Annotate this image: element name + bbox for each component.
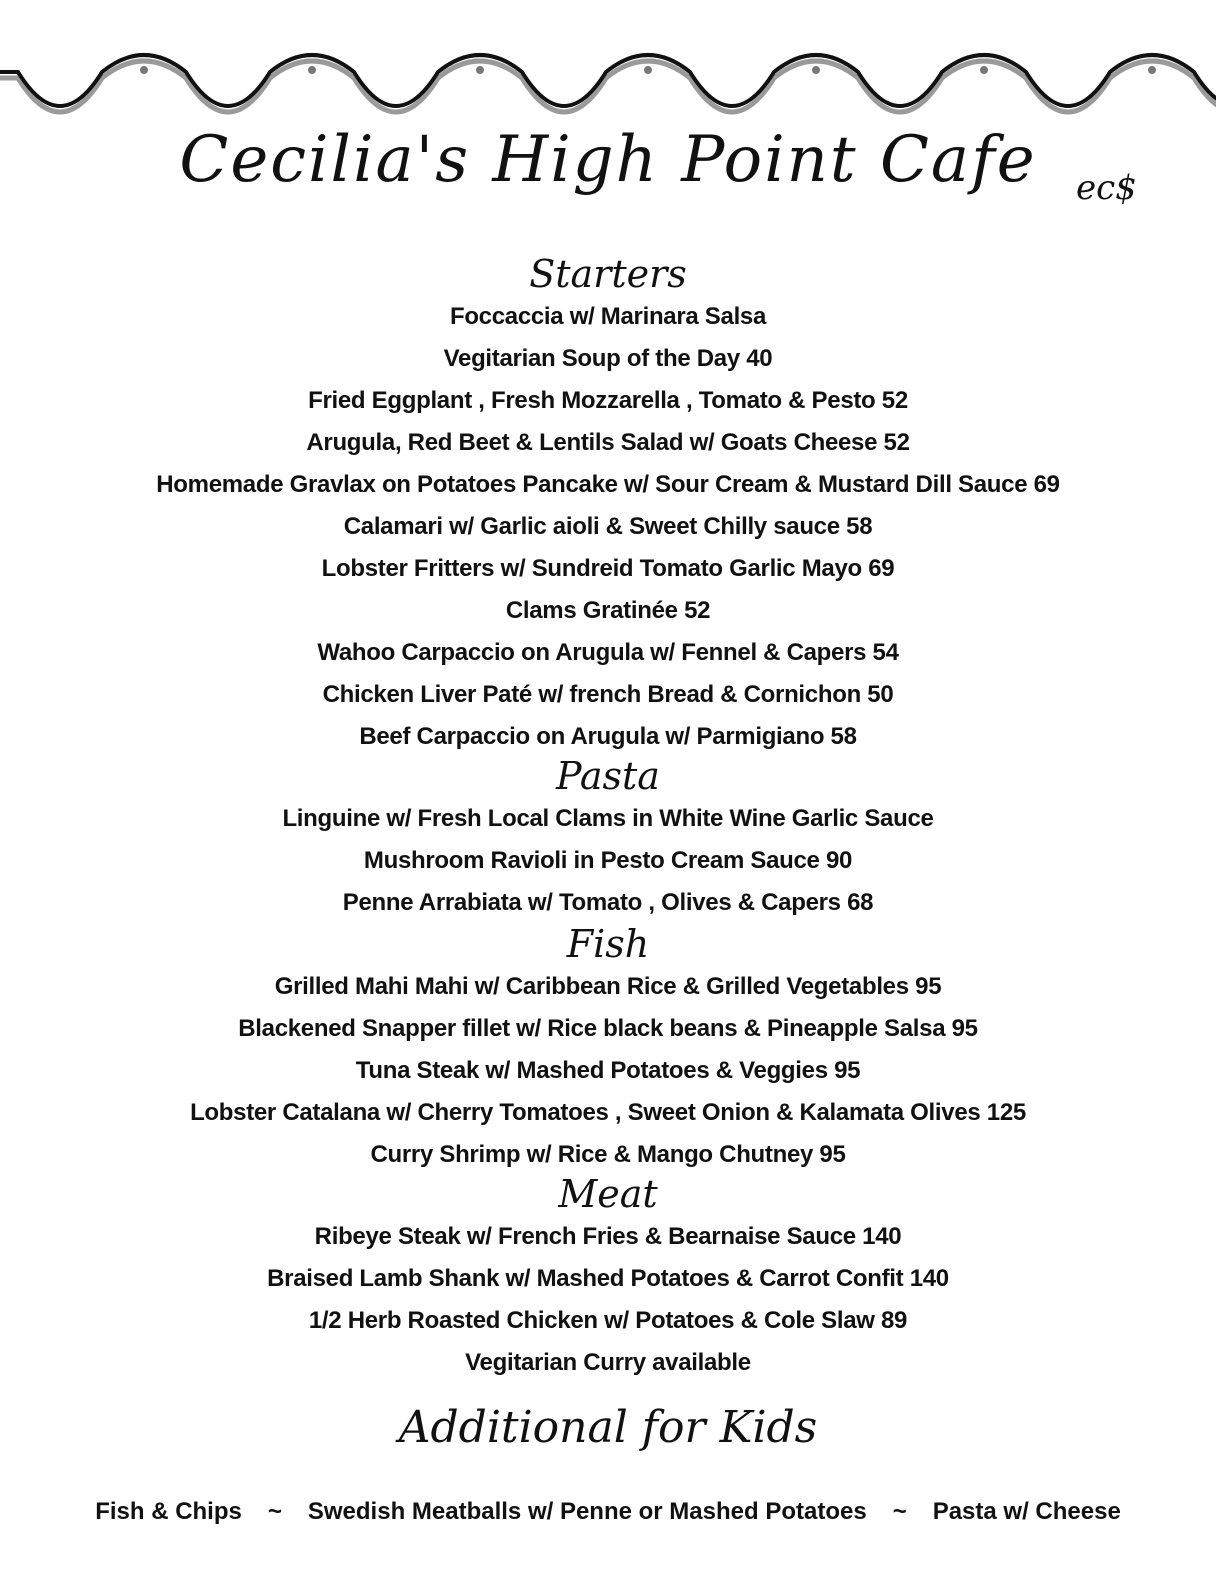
menu-item: Calamari w/ Garlic aioli & Sweet Chilly sauce 58 bbox=[343, 513, 873, 540]
menu-item: 1/2 Herb Roasted Chicken w/ Potatoes & Cole Slaw 89 bbox=[308, 1307, 908, 1334]
menu-item: Beef Carpaccio on Arugula w/ Parmigiano 58 bbox=[359, 723, 857, 750]
section-heading: Starters bbox=[529, 252, 687, 296]
menu-item: Clams Gratinée 52 bbox=[505, 597, 711, 624]
border-dot bbox=[812, 66, 820, 74]
section-heading: Pasta bbox=[556, 754, 660, 798]
border-line bbox=[0, 55, 1216, 106]
kids-menu-row bbox=[0, 1498, 1216, 1526]
section-starters bbox=[0, 252, 1216, 758]
menu-item: Lobster Fritters w/ Sundreid Tomato Garlic Mayo 69 bbox=[321, 555, 895, 582]
separator-tilde: ~ bbox=[892, 1498, 907, 1525]
kids-item: Swedish Meatballs w/ Penne or Mashed Potatoes bbox=[307, 1498, 867, 1525]
menu-item: Curry Shrimp w/ Rice & Mango Chutney 95 bbox=[370, 1141, 846, 1168]
menu-item: Vegitarian Soup of the Day 40 bbox=[443, 345, 773, 372]
kids-heading: Additional for Kids bbox=[398, 1402, 818, 1453]
menu-item: Blackened Snapper fillet w/ Rice black beans & Pineapple Salsa 95 bbox=[238, 1015, 978, 1042]
menu-item: Penne Arrabiata w/ Tomato , Olives & Capers 68 bbox=[342, 889, 874, 916]
separator-tilde: ~ bbox=[267, 1498, 282, 1525]
border-dot bbox=[308, 66, 316, 74]
kids-item: Fish & Chips bbox=[95, 1498, 242, 1525]
menu-item: Wahoo Carpaccio on Arugula w/ Fennel & Capers 54 bbox=[317, 639, 899, 666]
section-fish bbox=[0, 922, 1216, 1176]
menu-item: Tuna Steak w/ Mashed Potatoes & Veggies 95 bbox=[355, 1057, 861, 1084]
currency-label: ec$ bbox=[1076, 168, 1137, 208]
menu-item: Mushroom Ravioli in Pesto Cream Sauce 90 bbox=[363, 847, 853, 874]
menu-item: Chicken Liver Paté w/ french Bread & Cornichon 50 bbox=[322, 681, 894, 708]
menu-item: Braised Lamb Shank w/ Mashed Potatoes & Carrot Confit 140 bbox=[267, 1265, 949, 1292]
border-dot bbox=[1148, 66, 1156, 74]
section-meat bbox=[0, 1172, 1216, 1384]
menu-item: Grilled Mahi Mahi w/ Caribbean Rice & Grilled Vegetables 95 bbox=[274, 973, 942, 1000]
section-heading: Fish bbox=[566, 922, 650, 966]
border-dot bbox=[644, 66, 652, 74]
menu-item: Fried Eggplant , Fresh Mozzarella , Tomato & Pesto 52 bbox=[308, 387, 908, 414]
menu-item: Arugula, Red Beet & Lentils Salad w/ Goats Cheese 52 bbox=[306, 429, 910, 456]
border-dot bbox=[476, 66, 484, 74]
menu-item: Lobster Catalana w/ Cherry Tomatoes , Sweet Onion & Kalamata Olives 125 bbox=[190, 1099, 1026, 1126]
kids-item: Pasta w/ Cheese bbox=[932, 1498, 1121, 1525]
menu-item: Linguine w/ Fresh Local Clams in White Wine Garlic Sauce bbox=[282, 805, 934, 832]
border-dot bbox=[140, 66, 148, 74]
border-dot bbox=[980, 66, 988, 74]
section-pasta bbox=[0, 754, 1216, 924]
section-heading: Meat bbox=[558, 1172, 658, 1216]
restaurant-title: Cecilia's High Point Cafe bbox=[179, 123, 1037, 197]
menu-item: Homemade Gravlax on Potatoes Pancake w/ Sour Cream & Mustard Dill Sauce 69 bbox=[156, 471, 1060, 498]
menu-item: Ribeye Steak w/ French Fries & Bearnaise Sauce 140 bbox=[314, 1223, 902, 1250]
menu-item: Foccaccia w/ Marinara Salsa bbox=[449, 303, 767, 330]
menu-item: Vegitarian Curry available bbox=[465, 1349, 751, 1376]
